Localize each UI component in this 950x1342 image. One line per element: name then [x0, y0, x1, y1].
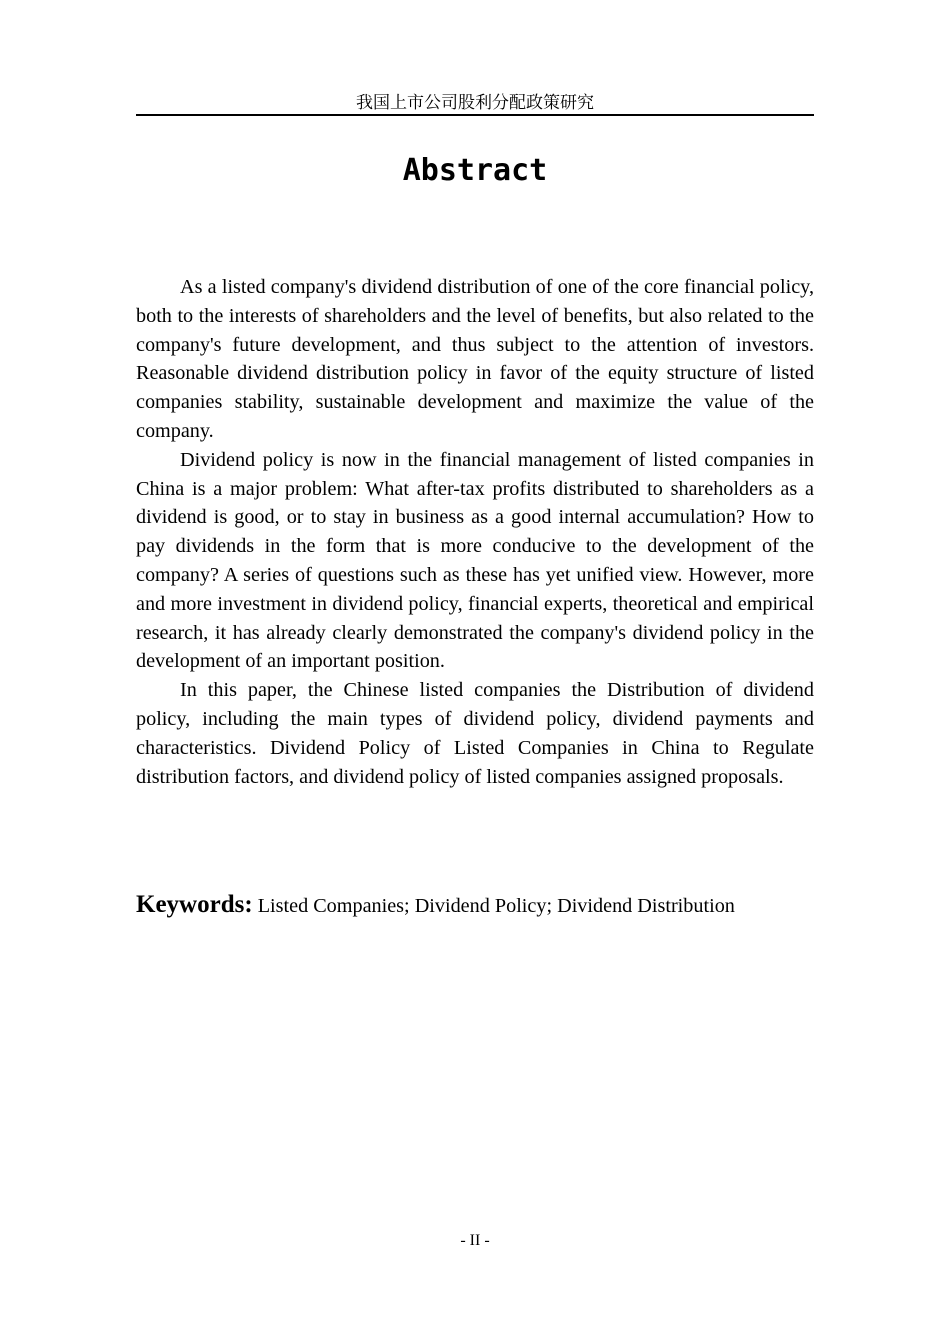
keywords-label: Keywords: — [136, 891, 253, 918]
abstract-paragraph-2: Dividend policy is now in the financial management of listed companies in China is a major problem: What after-tax profits distributed to shareholders as a dividend is good, or to stay in business as a good internal accumulation? How to pay dividends in the form that is more conducive to the development of the company? A series of questions such as these has yet unified view. However, more and more investment in dividend policy, financial experts, theoretical and empirical research, it has already clearly demonstrated the company's dividend policy in the development of an important position. — [136, 448, 814, 673]
abstract-paragraph-3: In this paper, the Chinese listed companies the Distribution of dividend policy, including the main types of dividend policy, dividend payments and characteristics. Dividend Policy of Listed Companies in China to Regulate distribution factors, and dividend policy of listed companies assigned proposals. — [136, 679, 814, 788]
keywords-line — [136, 887, 814, 924]
abstract-body — [136, 273, 814, 791]
abstract-paragraph-1: As a listed company's dividend distribution of one of the core financial policy, both to the interests of shareholders and the level of benefits, but also related to the company's future development, and thus subject to the attention of investors. Reasonable dividend distribution policy in favor of the equity structure of listed companies stability, sustainable development and maximize the value of the company. — [136, 276, 814, 442]
running-header: 我国上市公司股利分配政策研究 — [136, 92, 814, 116]
page-number: - II - — [460, 1232, 490, 1249]
keywords-text: Listed Companies; Dividend Policy; Dividend Distribution — [257, 895, 735, 917]
abstract-title: Abstract — [402, 153, 548, 188]
